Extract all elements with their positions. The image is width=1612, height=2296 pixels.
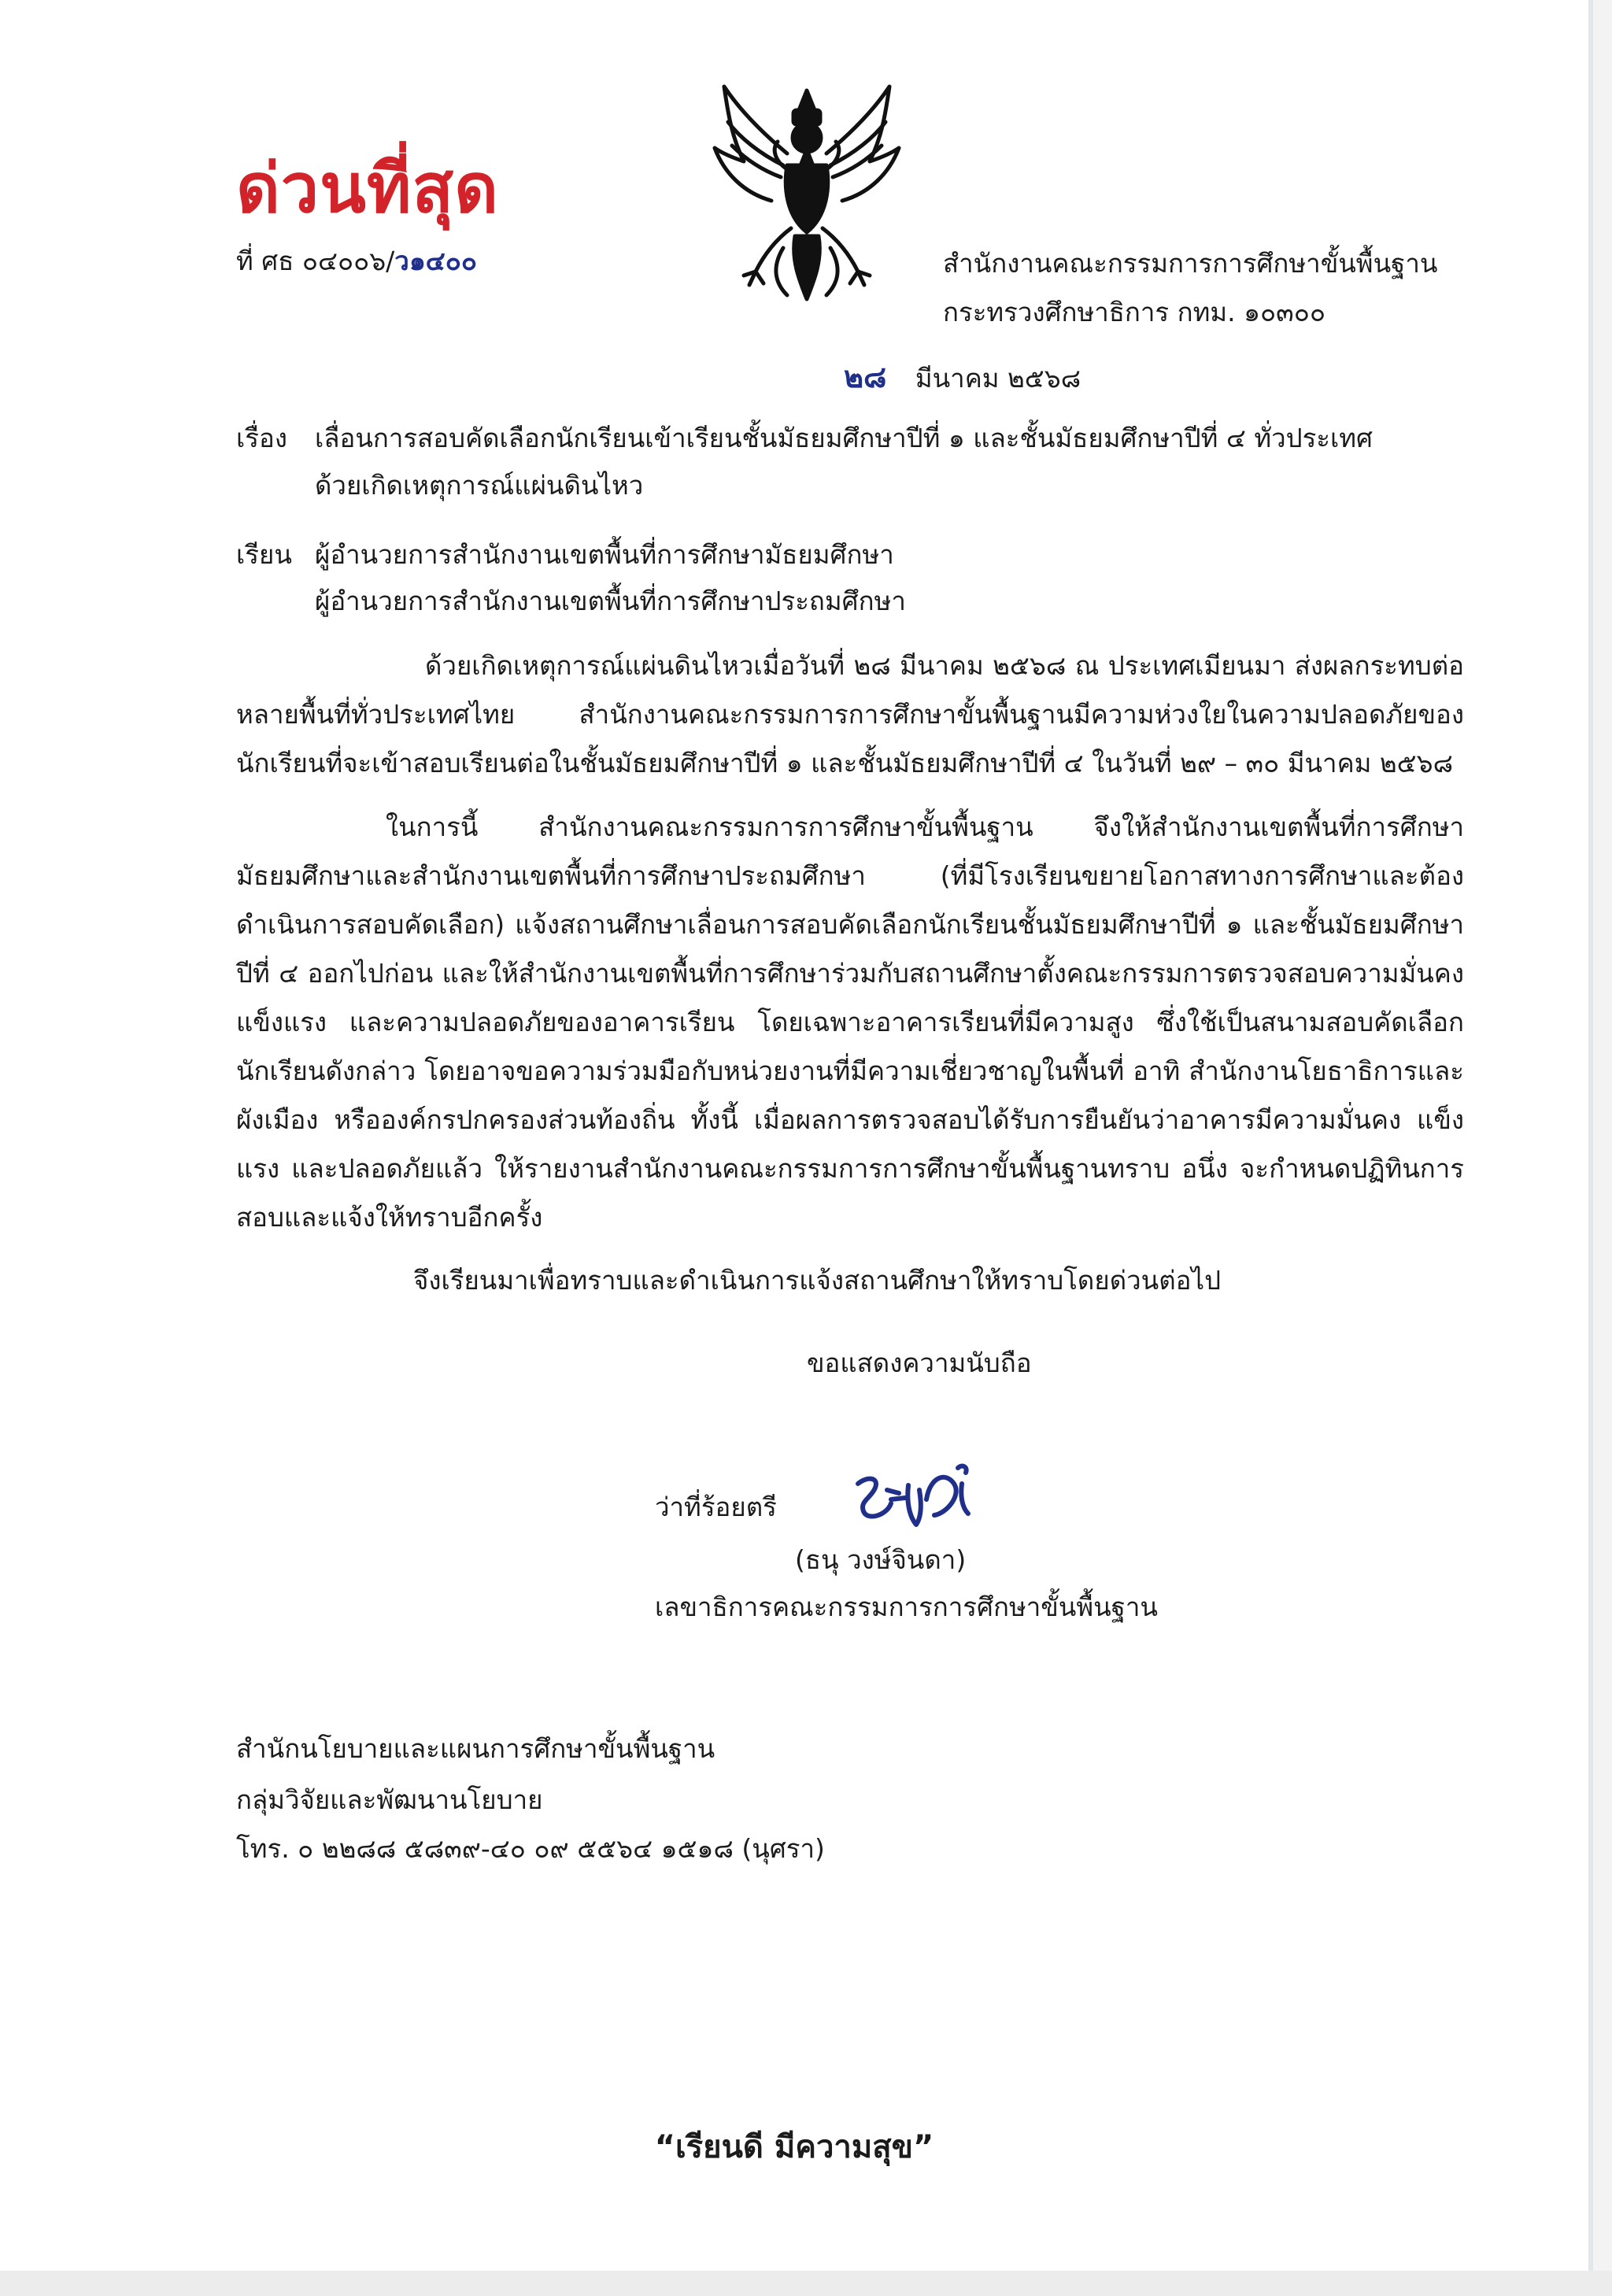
- body-paragraph-1-text: ด้วยเกิดเหตุการณ์แผ่นดินไหวเมื่อวันที่ ๒๘ มีนาคม ๒๕๖๘ ณ ประเทศเมียนมา ส่งผลกระทบต่อหลายพื้นที่ทั่วประเทศไทย สำนักงานคณะกรรมการการศึกษาขั้นพื้นฐานมีความห่วงใยในความปลอดภัยของนักเรียนที่จะเข้าสอบเรียนต่อในชั้นมัธยมศึกษาปีที่ ๑ และชั้นมัธยมศึกษาปีที่ ๔ ในวันที่ ๒๙ – ๓๐ มีนาคม ๒๕๖๘: [236, 650, 1464, 778]
- urgent-label: ด่วนที่สุด: [236, 149, 499, 228]
- body-paragraph-1: [236, 641, 1464, 788]
- reference-prefix: ที่ ศธ ๐๔๐๐๖/: [236, 246, 395, 276]
- addressee-line-1: ผู้อำนวยการสำนักงานเขตพื้นที่การศึกษามัธยมศึกษา: [315, 539, 894, 570]
- body-paragraph-2: [236, 803, 1464, 1242]
- office-phone: โทร. ๐ ๒๒๘๘ ๕๘๓๙-๔๐ ๐๙ ๕๕๖๔ ๑๕๑๘ (นุศรา): [236, 1833, 825, 1864]
- closing-regards: ขอแสดงความนับถือ: [807, 1348, 1032, 1378]
- subject-line-2: ด้วยเกิดเหตุการณ์แผ่นดินไหว: [315, 470, 644, 501]
- body-paragraph-2-text: ในการนี้ สำนักงานคณะกรรมการการศึกษาขั้นพื้นฐาน จึงให้สำนักงานเขตพื้นที่การศึกษามัธยมศึกษาและสำนักงานเขตพื้นที่การศึกษาประถมศึกษา (ที่มีโรงเรียนขยายโอกาสทางการศึกษาและต้องดำเนินการสอบคัดเลือก) แจ้งสถานศึกษาเลื่อนการสอบคัดเลือกนักเรียนชั้นมัธยมศึกษาปีที่ ๑ และชั้นมัธยมศึกษาปีที่ ๔ ออกไปก่อน และให้สำนักงานเขตพื้นที่การศึกษาร่วมกับสถานศึกษาตั้งคณะกรรมการตรวจสอบความมั่นคงแข็งแรง และความปลอดภัยของอาคารเรียน โดยเฉพาะอาคารเรียนที่มีความสูง ซึ่งใช้เป็นสนามสอบคัดเลือกนักเรียนดังกล่าว โดยอาจขอความร่วมมือกับหน่วยงานที่มีความเชี่ยวชาญในพื้นที่ อาทิ สำนักงานโยธาธิการและผังเมือง หรือองค์กรปกครองส่วนท้องถิ่น ทั้งนี้ เมื่อผลการตรวจสอบได้รับการยืนยันว่าอาคารมีความมั่นคง แข็งแรง และปลอดภัยแล้ว ให้รายงานสำนักงานคณะกรรมการการศึกษาขั้นพื้นฐานทราบ อนึ่ง จะกำหนดปฏิทินการสอบและแจ้งให้ทราบอีกครั้ง: [236, 812, 1464, 1233]
- addressee-label: เรียน: [236, 539, 292, 570]
- motto: “เรียนดี มีความสุข”: [654, 2129, 934, 2165]
- issuer-name: สำนักงานคณะกรรมการการศึกษาขั้นพื้นฐาน: [943, 248, 1438, 279]
- page-bottom-edge: [0, 2271, 1612, 2296]
- document-date: [844, 356, 1081, 400]
- office-name: สำนักนโยบายและแผนการศึกษาขั้นพื้นฐาน: [236, 1733, 715, 1764]
- signer-position: เลขาธิการคณะกรรมการการศึกษาขั้นพื้นฐาน: [655, 1592, 1158, 1622]
- garuda-emblem-icon: [708, 79, 905, 307]
- date-day: ๒๘: [844, 360, 887, 394]
- addressee-line-2: ผู้อำนวยการสำนักงานเขตพื้นที่การศึกษาประถมศึกษา: [315, 586, 906, 616]
- date-month-year: มีนาคม ๒๕๖๘: [915, 363, 1081, 394]
- reference-line: [236, 240, 477, 283]
- signer-rank: ว่าที่ร้อยตรี: [655, 1492, 777, 1522]
- body-paragraph-3: จึงเรียนมาเพื่อทราบและดำเนินการแจ้งสถานศึกษาให้ทราบโดยด่วนต่อไป: [413, 1265, 1222, 1296]
- reference-number: ว๑๔๐๐: [394, 246, 478, 276]
- office-group: กลุ่มวิจัยและพัฒนานโยบาย: [236, 1784, 543, 1815]
- handwritten-signature-icon: [844, 1452, 1001, 1539]
- subject-line-1: เลื่อนการสอบคัดเลือกนักเรียนเข้าเรียนชั้นมัธยมศึกษาปีที่ ๑ และชั้นมัธยมศึกษาปีที่ ๔ ทั่วประเทศ: [315, 423, 1373, 453]
- issuer-address: กระทรวงศึกษาธิการ กทม. ๑๐๓๐๐: [943, 297, 1326, 327]
- signer-name: (ธนุ วงษ์จินดา): [795, 1544, 967, 1575]
- subject-label: เรื่อง: [236, 423, 287, 453]
